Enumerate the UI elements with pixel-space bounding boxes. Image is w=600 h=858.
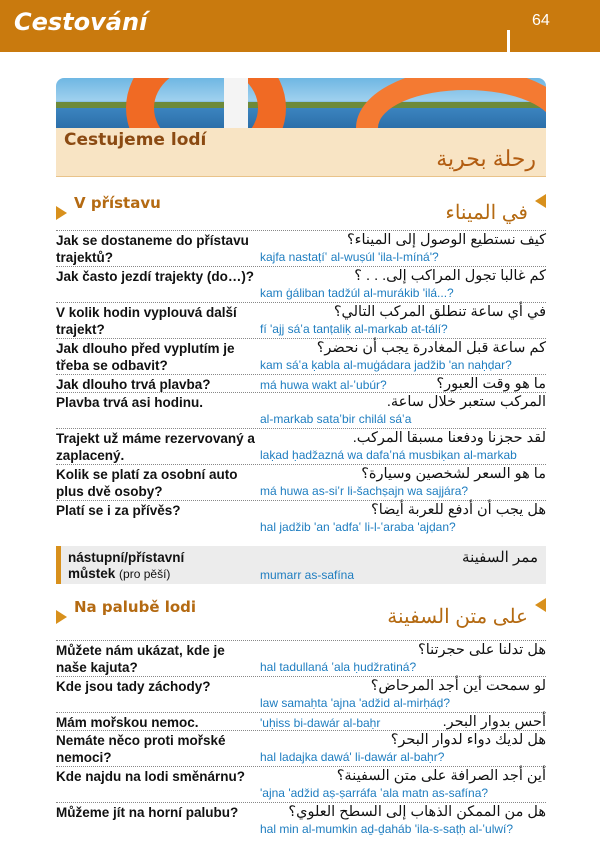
section-heading-harbor — [56, 196, 546, 226]
phrase-transliteration: 'uḥiss bi-dawár al-baḥr — [260, 716, 381, 730]
row-divider — [56, 640, 546, 641]
phrase-transliteration: kam sá‛a ḳabla al-muġádara jadžib 'an naḥḍar? — [260, 358, 512, 372]
phrase-transliteration: laḳad ḥadžazná wa dafa‛ná musbiḳan al-markab — [260, 448, 517, 462]
phrase-czech: Platí se i za přívěs? — [56, 503, 181, 518]
phrase-arabic: هل تدلنا على حجرتنا؟ — [418, 642, 546, 658]
chapter-title: Cestování — [14, 8, 148, 36]
phrase-arabic: لقد حجزنا ودفعنا مسبقا المركب. — [352, 430, 546, 446]
section-heading-onboard — [56, 600, 546, 630]
page-header — [0, 0, 600, 52]
row-divider — [56, 730, 546, 731]
phrase-transliteration: 'ajna 'adžid aṣ-ṣarráfa ‛ala matn as-safína? — [260, 786, 489, 800]
phrase-arabic: ما هو السعر لشخصين وسيارة؟ — [361, 466, 546, 482]
row-divider — [56, 676, 546, 677]
triangle-left-icon — [535, 194, 546, 208]
row-divider — [56, 500, 546, 501]
phrase-czech: Kolik se platí za osobní auto plus dvě osoby? — [56, 467, 238, 499]
row-divider — [56, 266, 546, 267]
lifebuoy-stripe — [224, 78, 248, 128]
phrase-transliteration: kam ġáliban tadžúl al-murákib 'ilá...? — [260, 286, 454, 300]
row-divider — [56, 712, 546, 713]
phrase-transliteration: hal tadullaná ‛ala ḥudžratiná? — [260, 660, 417, 674]
lifebuoy-right — [356, 78, 546, 128]
phrase-arabic: كيف نستطيع الوصول إلى الميناء؟ — [346, 232, 546, 248]
triangle-right-icon — [56, 206, 67, 220]
phrase-czech: Kde najdu na lodi směnárnu? — [56, 769, 246, 784]
phrase-transliteration: kajfa nastaṭí‛ al-wuṣúl 'ila-l-míná'? — [260, 250, 439, 264]
phrase-transliteration: hal min al-mumkin aḏ-ḏaháb 'ila-s-saṭḥ al-‛ulwí? — [260, 822, 514, 836]
phrase-arabic: كم غالبا تجول المراكب إلى. . . ؟ — [354, 268, 546, 284]
phrase-arabic: لو سمحت أين أجد المرحاض؟ — [370, 678, 546, 694]
phrase-arabic: في أي ساعة تنطلق المركب التالي؟ — [333, 304, 546, 320]
phrase-arabic: أين أجد الصرافة على متن السفينة؟ — [336, 768, 546, 784]
phrase-czech: Kde jsou tady záchody? — [56, 679, 211, 694]
triangle-right-icon — [56, 610, 67, 624]
topic-title-czech: Cestujeme lodí — [64, 130, 207, 150]
section-title-arabic: على متن السفينة — [387, 606, 528, 628]
vocab-term-czech: nástupní/přístavní můstek (pro pěší) — [68, 550, 185, 581]
phrase-arabic: هل من الممكن الذهاب إلى السطح العلوي؟ — [288, 804, 546, 820]
topic-title-box — [56, 128, 546, 177]
section-title-arabic: في الميناء — [445, 202, 528, 224]
phrase-transliteration: law samaḥta 'ajna 'adžid al-mirḥáḍ? — [260, 696, 451, 710]
row-divider — [56, 374, 546, 375]
vocab-term-transliteration: mumarr as-safína — [260, 568, 355, 582]
phrase-czech: Jak se dostaneme do přístavu trajektů? — [56, 233, 249, 265]
row-divider — [56, 392, 546, 393]
phrase-arabic: المركب ستعبر خلال ساعة. — [386, 394, 546, 410]
phrase-czech: Mám mořskou nemoc. — [56, 715, 199, 730]
page-number: 64 — [532, 12, 550, 29]
row-divider — [56, 338, 546, 339]
triangle-left-icon — [535, 598, 546, 612]
phrase-czech: Trajekt už máme rezervovaný a zaplacený. — [56, 431, 255, 463]
row-divider — [56, 766, 546, 767]
banner-photo — [56, 78, 546, 128]
vocab-box-accent — [56, 546, 61, 584]
phrase-czech: Jak dlouho před vyplutím je třeba se odbavit? — [56, 341, 235, 373]
lifebuoy-left — [126, 78, 286, 128]
section-title-czech: Na palubě lodi — [74, 598, 197, 616]
phrase-czech: Jak často jezdí trajekty (do…)? — [56, 269, 255, 284]
phrase-czech: Plavba trvá asi hodinu. — [56, 395, 204, 410]
row-divider — [56, 230, 546, 231]
row-divider — [56, 302, 546, 303]
row-divider — [56, 802, 546, 803]
phrase-transliteration: fí 'ajj sá‛a tanṭaliḳ al-markab at-tálí? — [260, 322, 448, 336]
phrase-czech: Jak dlouho trvá plavba? — [56, 377, 211, 392]
phrase-transliteration: má huwa wakt al-‛ubúr? — [260, 378, 387, 392]
phrase-transliteration: hal jadžib 'an 'adfa‛ li-l-‛araba 'ajḍan? — [260, 520, 456, 534]
phrase-czech: Můžete nám ukázat, kde je naše kajuta? — [56, 643, 225, 675]
row-divider — [56, 428, 546, 429]
phrase-czech: Nemáte něco proti mořské nemoci? — [56, 733, 226, 765]
phrase-arabic: ما هو وقت العبور؟ — [436, 376, 546, 392]
section-title-czech: V přístavu — [74, 194, 161, 212]
phrase-czech: V kolik hodin vyplouvá další trajekt? — [56, 305, 237, 337]
topic-title-arabic: رحلة بحرية — [436, 146, 536, 171]
phrase-transliteration: al-markab sata‛bir chilál sá‛a — [260, 412, 412, 426]
phrase-transliteration: hal ladajka dawá' li-dawár al-baḥr? — [260, 750, 445, 764]
phrase-arabic: كم ساعة قبل المغادرة يجب أن نحضر؟ — [316, 340, 546, 356]
phrase-czech: Můžeme jít na horní palubu? — [56, 805, 239, 820]
row-divider — [56, 464, 546, 465]
phrase-arabic: أحس بدوار البحر. — [442, 714, 546, 730]
header-divider — [507, 30, 510, 52]
vocab-term-arabic: ممر السفينة — [462, 549, 538, 566]
phrase-arabic: هل يجب أن أدفع للعربة أيضا؟ — [371, 502, 546, 518]
vocab-box — [56, 546, 546, 584]
phrase-arabic: هل لديك دواء لدوار البحر؟ — [390, 732, 546, 748]
phrase-transliteration: má huwa as-si‛r li-šachṣajn wa sajjára? — [260, 484, 469, 498]
